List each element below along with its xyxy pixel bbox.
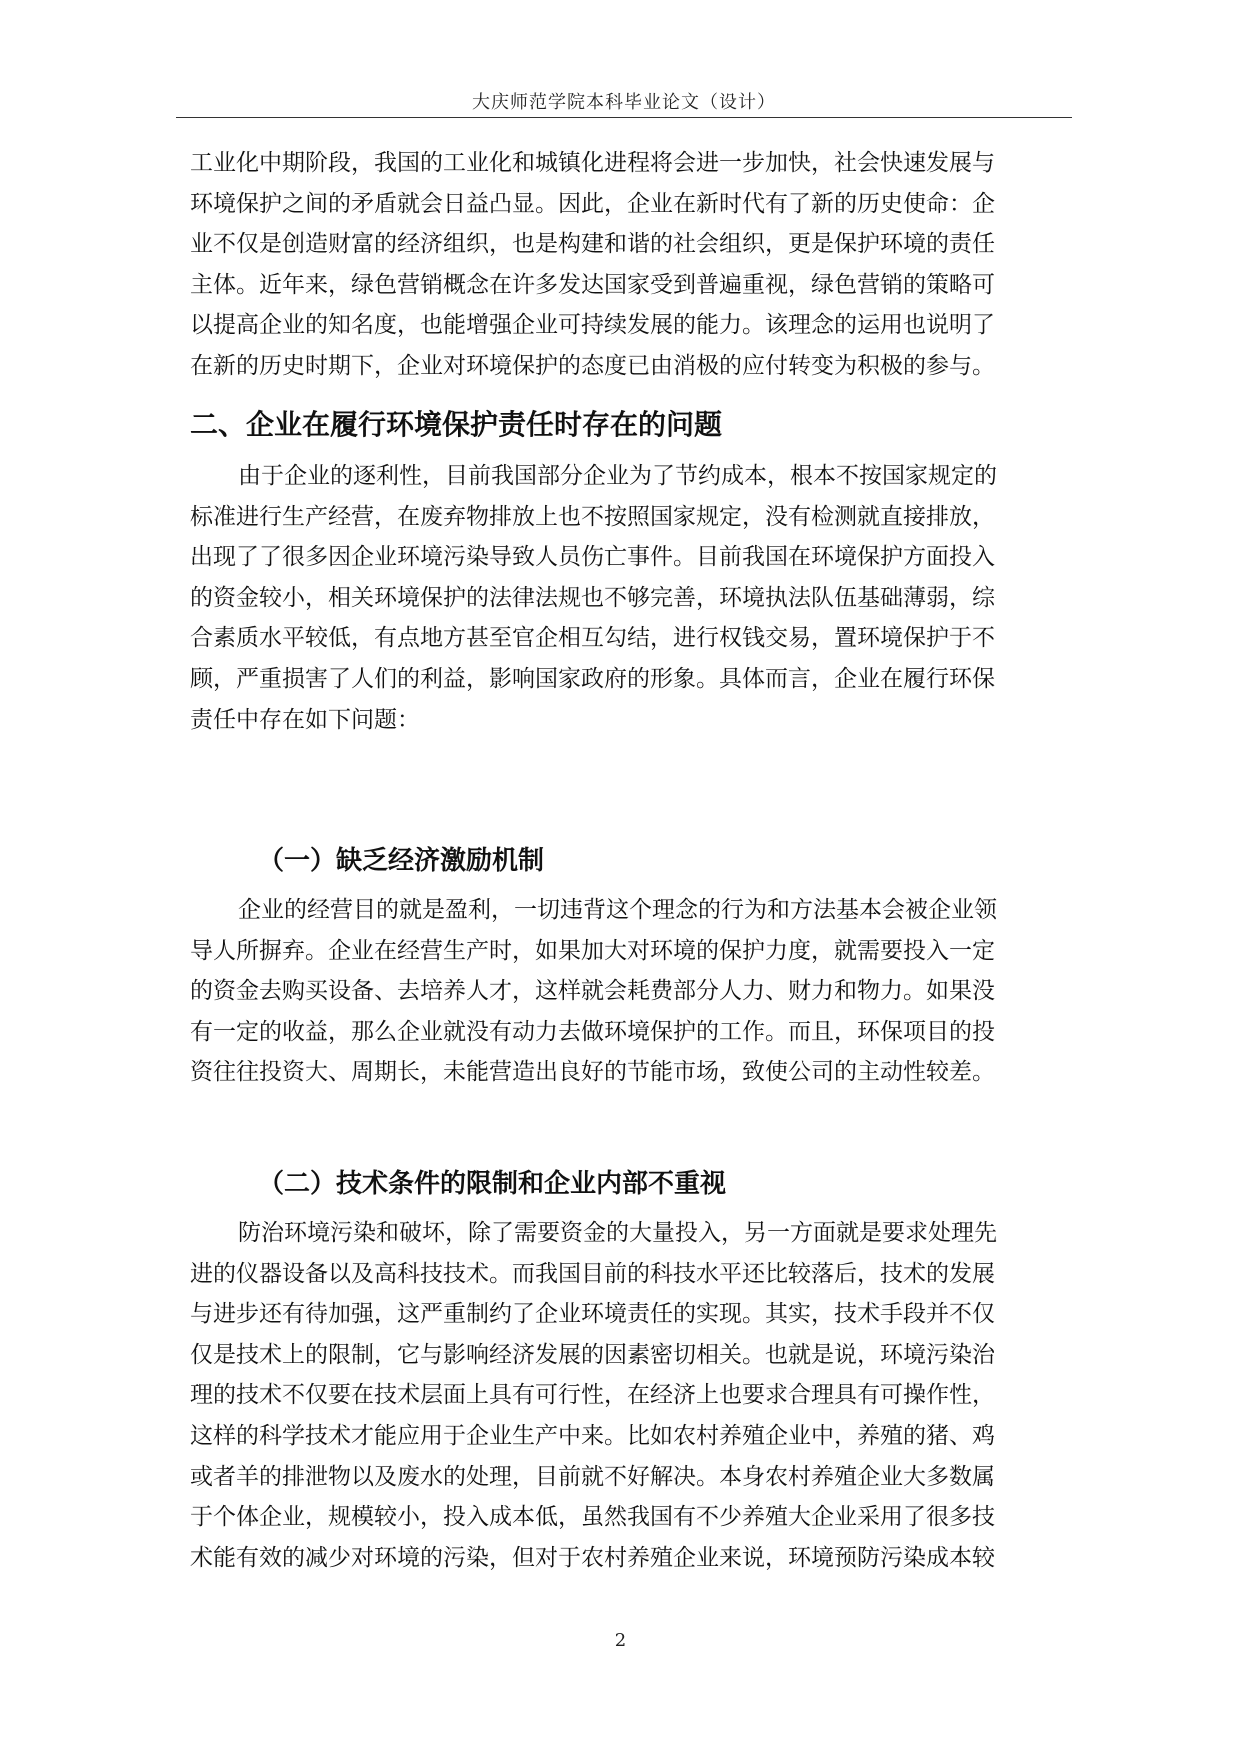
header-divider — [176, 117, 1072, 118]
paragraph-line: 合素质水平较低，有点地方甚至官企相互勾结，进行权钱交易，置环境保护于不 — [190, 625, 995, 652]
page-header: 大庆师范学院本科毕业论文（设计） — [472, 92, 776, 113]
paragraph-line: 导人所摒弃。企业在经营生产时，如果加大对环境的保护力度，就需要投入一定 — [190, 937, 995, 964]
paragraph-line: 顾，严重损害了人们的利益，影响国家政府的形象。具体而言，企业在履行环保 — [190, 665, 995, 692]
paragraph-2 — [190, 456, 1062, 740]
paragraph-1 — [190, 143, 1062, 387]
paragraph-line: 工业化中期阶段，我国的工业化和城镇化进程将会进一步加快，社会快速发展与 — [190, 150, 995, 176]
paragraph-line: 企业的经营目的就是盈利，一切违背这个理念的行为和方法基本会被企业领 — [238, 897, 997, 923]
page-number: 2 — [614, 1630, 627, 1651]
paragraph-line: 出现了了很多因企业环境污染导致人员伤亡事件。目前我国在环境保护方面投入 — [190, 544, 995, 571]
paragraph-line: 防治环境污染和破坏，除了需要资金的大量投入，另一方面就是要求处理先 — [238, 1220, 997, 1246]
paragraph-line: 与进步还有待加强，这严重制约了企业环境责任的实现。其实，技术手段并不仅 — [190, 1301, 995, 1328]
paragraph-line: 于个体企业，规模较小，投入成本低，虽然我国有不少养殖大企业采用了很多技 — [190, 1504, 995, 1531]
paragraph-line: 主体。近年来，绿色营销概念在许多发达国家受到普遍重视，绿色营销的策略可 — [190, 271, 995, 298]
paragraph-3 — [190, 890, 1062, 1093]
paragraph-line: 资往往投资大、周期长，未能营造出良好的节能市场，致使公司的主动性较差。 — [190, 1059, 995, 1086]
paragraph-line: 或者羊的排泄物以及废水的处理，目前就不好解决。本身农村养殖企业大多数属 — [190, 1463, 995, 1490]
paragraph-line: 责任中存在如下问题： — [190, 706, 420, 733]
paragraph-line: 进的仪器设备以及高科技技术。而我国目前的科技水平还比较落后，技术的发展 — [190, 1260, 995, 1287]
section-heading: 二、企业在履行环境保护责任时存在的问题 — [190, 408, 723, 441]
paragraph-line: 的资金去购买设备、去培养人才，这样就会耗费部分人力、财力和物力。如果没 — [190, 978, 995, 1005]
paragraph-line: 术能有效的减少对环境的污染，但对于农村养殖企业来说，环境预防污染成本较 — [190, 1544, 995, 1571]
paragraph-line: 这样的科学技术才能应用于企业生产中来。比如农村养殖企业中，养殖的猪、鸡 — [190, 1422, 995, 1449]
paragraph-line: 由于企业的逐利性，目前我国部分企业为了节约成本，根本不按国家规定的 — [238, 463, 997, 489]
paragraph-4 — [190, 1213, 1062, 1578]
paragraph-line: 在新的历史时期下，企业对环境保护的态度已由消极的应付转变为积极的参与。 — [190, 352, 995, 379]
subsection-heading-2: （二）技术条件的限制和企业内部不重视 — [258, 1169, 727, 1199]
paragraph-line: 业不仅是创造财富的经济组织，也是构建和谐的社会组织，更是保护环境的责任 — [190, 231, 995, 258]
paragraph-line: 环境保护之间的矛盾就会日益凸显。因此，企业在新时代有了新的历史使命：企 — [190, 190, 995, 217]
paragraph-line: 以提高企业的知名度，也能增强企业可持续发展的能力。该理念的运用也说明了 — [190, 312, 995, 339]
paragraph-line: 的资金较小，相关环境保护的法律法规也不够完善，环境执法队伍基础薄弱，综 — [190, 584, 995, 611]
paragraph-line: 标准进行生产经营，在废弃物排放上也不按照国家规定，没有检测就直接排放， — [190, 503, 995, 530]
subsection-heading-1: （一）缺乏经济激励机制 — [258, 846, 545, 876]
paragraph-line: 仅是技术上的限制，它与影响经济发展的因素密切相关。也就是说，环境污染治 — [190, 1341, 995, 1368]
paragraph-line: 理的技术不仅要在技术层面上具有可行性，在经济上也要求合理具有可操作性， — [190, 1382, 995, 1409]
paragraph-line: 有一定的收益，那么企业就没有动力去做环境保护的工作。而且，环保项目的投 — [190, 1018, 995, 1045]
